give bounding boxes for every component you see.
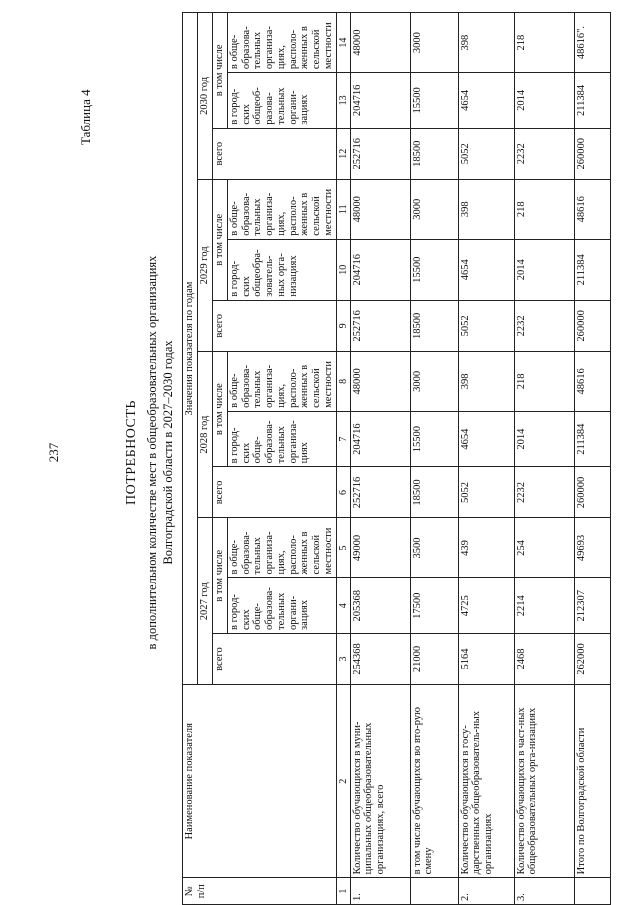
value-cell: 204716 [350, 239, 410, 300]
table-label: Таблица 4 [78, 89, 93, 145]
value-cell: 211384 [574, 73, 610, 129]
value-cell: 18500 [410, 300, 458, 351]
document-subtitle-line1: в дополнительном количестве мест в общеобразовательных организациях [145, 255, 159, 650]
value-cell: 2014 [514, 73, 574, 129]
value-cell: 48000 [350, 13, 410, 73]
value-cell: 4654 [458, 73, 514, 129]
row-number: 2. [458, 878, 514, 905]
indicator-name: в том числе обучающихся во вто-рую смену [410, 685, 458, 878]
col-number: 6 [336, 467, 350, 518]
header-total-2027: всего [213, 633, 337, 684]
header-year-2030: 2030 год [198, 13, 213, 180]
col-number: 7 [336, 411, 350, 467]
table-row [514, 13, 574, 905]
header-year-2027: 2027 год [198, 518, 213, 685]
value-cell: 21000 [410, 633, 458, 684]
indicator-name: Количество обучающихся в част-ных общеобразовательных орга-низациях [514, 685, 574, 878]
value-cell: 260000 [574, 128, 610, 179]
needs-table [182, 12, 611, 905]
value-cell: 15500 [410, 411, 458, 467]
value-cell: 49000 [350, 518, 410, 578]
header-urban-2030: в город-ских общеоб-разова-тельных органи-зациях [227, 73, 336, 129]
column-number-row [336, 13, 350, 905]
value-cell: 15500 [410, 73, 458, 129]
value-cell: 212307 [574, 578, 610, 634]
col-number: 9 [336, 300, 350, 351]
value-cell: 5052 [458, 300, 514, 351]
row-number: 3. [514, 878, 574, 905]
value-cell: 18500 [410, 467, 458, 518]
value-cell: 218 [514, 13, 574, 73]
header-year-2028: 2028 год [198, 351, 213, 518]
header-total-2028: всего [213, 467, 337, 518]
value-cell: 5164 [458, 633, 514, 684]
col-number: 14 [336, 13, 350, 73]
value-cell: 398 [458, 13, 514, 73]
value-cell: 48000 [350, 351, 410, 411]
value-cell: 2014 [514, 239, 574, 300]
header-urban-2027: в город-ских обще-образова-тельных органи-зациях [227, 578, 336, 634]
header-no: № п/п [183, 878, 337, 905]
header-name: Наименование показателя [183, 685, 337, 878]
value-cell: 254368 [350, 633, 410, 684]
value-cell: 252716 [350, 467, 410, 518]
value-cell: 3500 [410, 518, 458, 578]
value-cell: 211384 [574, 411, 610, 467]
value-cell: 204716 [350, 73, 410, 129]
col-number: 13 [336, 73, 350, 129]
col-number: 4 [336, 578, 350, 634]
value-cell: 260000 [574, 467, 610, 518]
value-cell: 4654 [458, 239, 514, 300]
indicator-name: Количество обучающихся в муни-ципальных общеобразовательных организациях, всего [350, 685, 410, 878]
row-number [410, 878, 458, 905]
header-incl-2027: в том числе [213, 518, 228, 634]
table-row [458, 13, 514, 905]
value-cell: 4654 [458, 411, 514, 467]
header-incl-2029: в том числе [213, 179, 228, 300]
header-rural-2030: в обще-образова-тельных организа-циях, располо-женных в сельской местности [227, 13, 336, 73]
value-cell: 3000 [410, 179, 458, 239]
value-cell: 49693 [574, 518, 610, 578]
header-total-2029: всего [213, 300, 337, 351]
table-row [350, 13, 410, 905]
header-urban-2028: в город-ских обще-образова-тельных организа-циях [227, 411, 336, 467]
value-cell: 48616". [574, 13, 610, 73]
value-cell: 2468 [514, 633, 574, 684]
header-values: Значения показателя по годам [183, 13, 198, 685]
col-number: 11 [336, 179, 350, 239]
value-cell: 48000 [350, 179, 410, 239]
value-cell: 218 [514, 351, 574, 411]
header-incl-2030: в том числе [213, 13, 228, 129]
value-cell: 17500 [410, 578, 458, 634]
indicator-name: Итого по Волгоградской области [574, 685, 610, 878]
value-cell: 252716 [350, 128, 410, 179]
value-cell: 205368 [350, 578, 410, 634]
value-cell: 48616 [574, 351, 610, 411]
col-number: 2 [336, 685, 350, 878]
row-number: 1. [350, 878, 410, 905]
value-cell: 204716 [350, 411, 410, 467]
value-cell: 2014 [514, 411, 574, 467]
value-cell: 2214 [514, 578, 574, 634]
value-cell: 3000 [410, 13, 458, 73]
header-incl-2028: в том числе [213, 351, 228, 467]
value-cell: 260000 [574, 300, 610, 351]
col-number: 3 [336, 633, 350, 684]
document-subtitle-line2: Волгоградской области в 2027–2030 годах [161, 340, 175, 565]
col-number: 5 [336, 518, 350, 578]
value-cell: 262000 [574, 633, 610, 684]
value-cell: 3000 [410, 351, 458, 411]
value-cell: 211384 [574, 239, 610, 300]
col-number: 8 [336, 351, 350, 411]
header-rural-2029: в обще-образова-тельных организа-циях, располо-женных в сельской местности [227, 179, 336, 239]
header-total-2030: всего [213, 128, 337, 179]
value-cell: 5052 [458, 467, 514, 518]
indicator-name: Количество обучающихся в госу-дарственных общеобразователь-ных организациях [458, 685, 514, 878]
value-cell: 439 [458, 518, 514, 578]
value-cell: 2232 [514, 467, 574, 518]
header-rural-2027: в обще-образова-тельных организа-циях, располо-женных в сельской местности [227, 518, 336, 578]
row-number [574, 878, 610, 905]
value-cell: 398 [458, 179, 514, 239]
table-row [410, 13, 458, 905]
col-number: 12 [336, 128, 350, 179]
value-cell: 2232 [514, 128, 574, 179]
value-cell: 15500 [410, 239, 458, 300]
header-rural-2028: в обще-образова-тельных организа-циях, располо-женных в сельской местности [227, 351, 336, 411]
value-cell: 4725 [458, 578, 514, 634]
value-cell: 398 [458, 351, 514, 411]
table-row [574, 13, 610, 905]
value-cell: 254 [514, 518, 574, 578]
page-number: 237 [46, 442, 61, 463]
col-number: 10 [336, 239, 350, 300]
value-cell: 2232 [514, 300, 574, 351]
value-cell: 5052 [458, 128, 514, 179]
col-number: 1 [336, 878, 350, 905]
value-cell: 252716 [350, 300, 410, 351]
value-cell: 218 [514, 179, 574, 239]
table-body [350, 13, 610, 905]
header-urban-2029: в город-ских общеобра-зователь-ных орга-низациях [227, 239, 336, 300]
value-cell: 18500 [410, 128, 458, 179]
value-cell: 48616 [574, 179, 610, 239]
header-year-2029: 2029 год [198, 179, 213, 351]
document-title: ПОТРЕБНОСТЬ [124, 400, 139, 505]
